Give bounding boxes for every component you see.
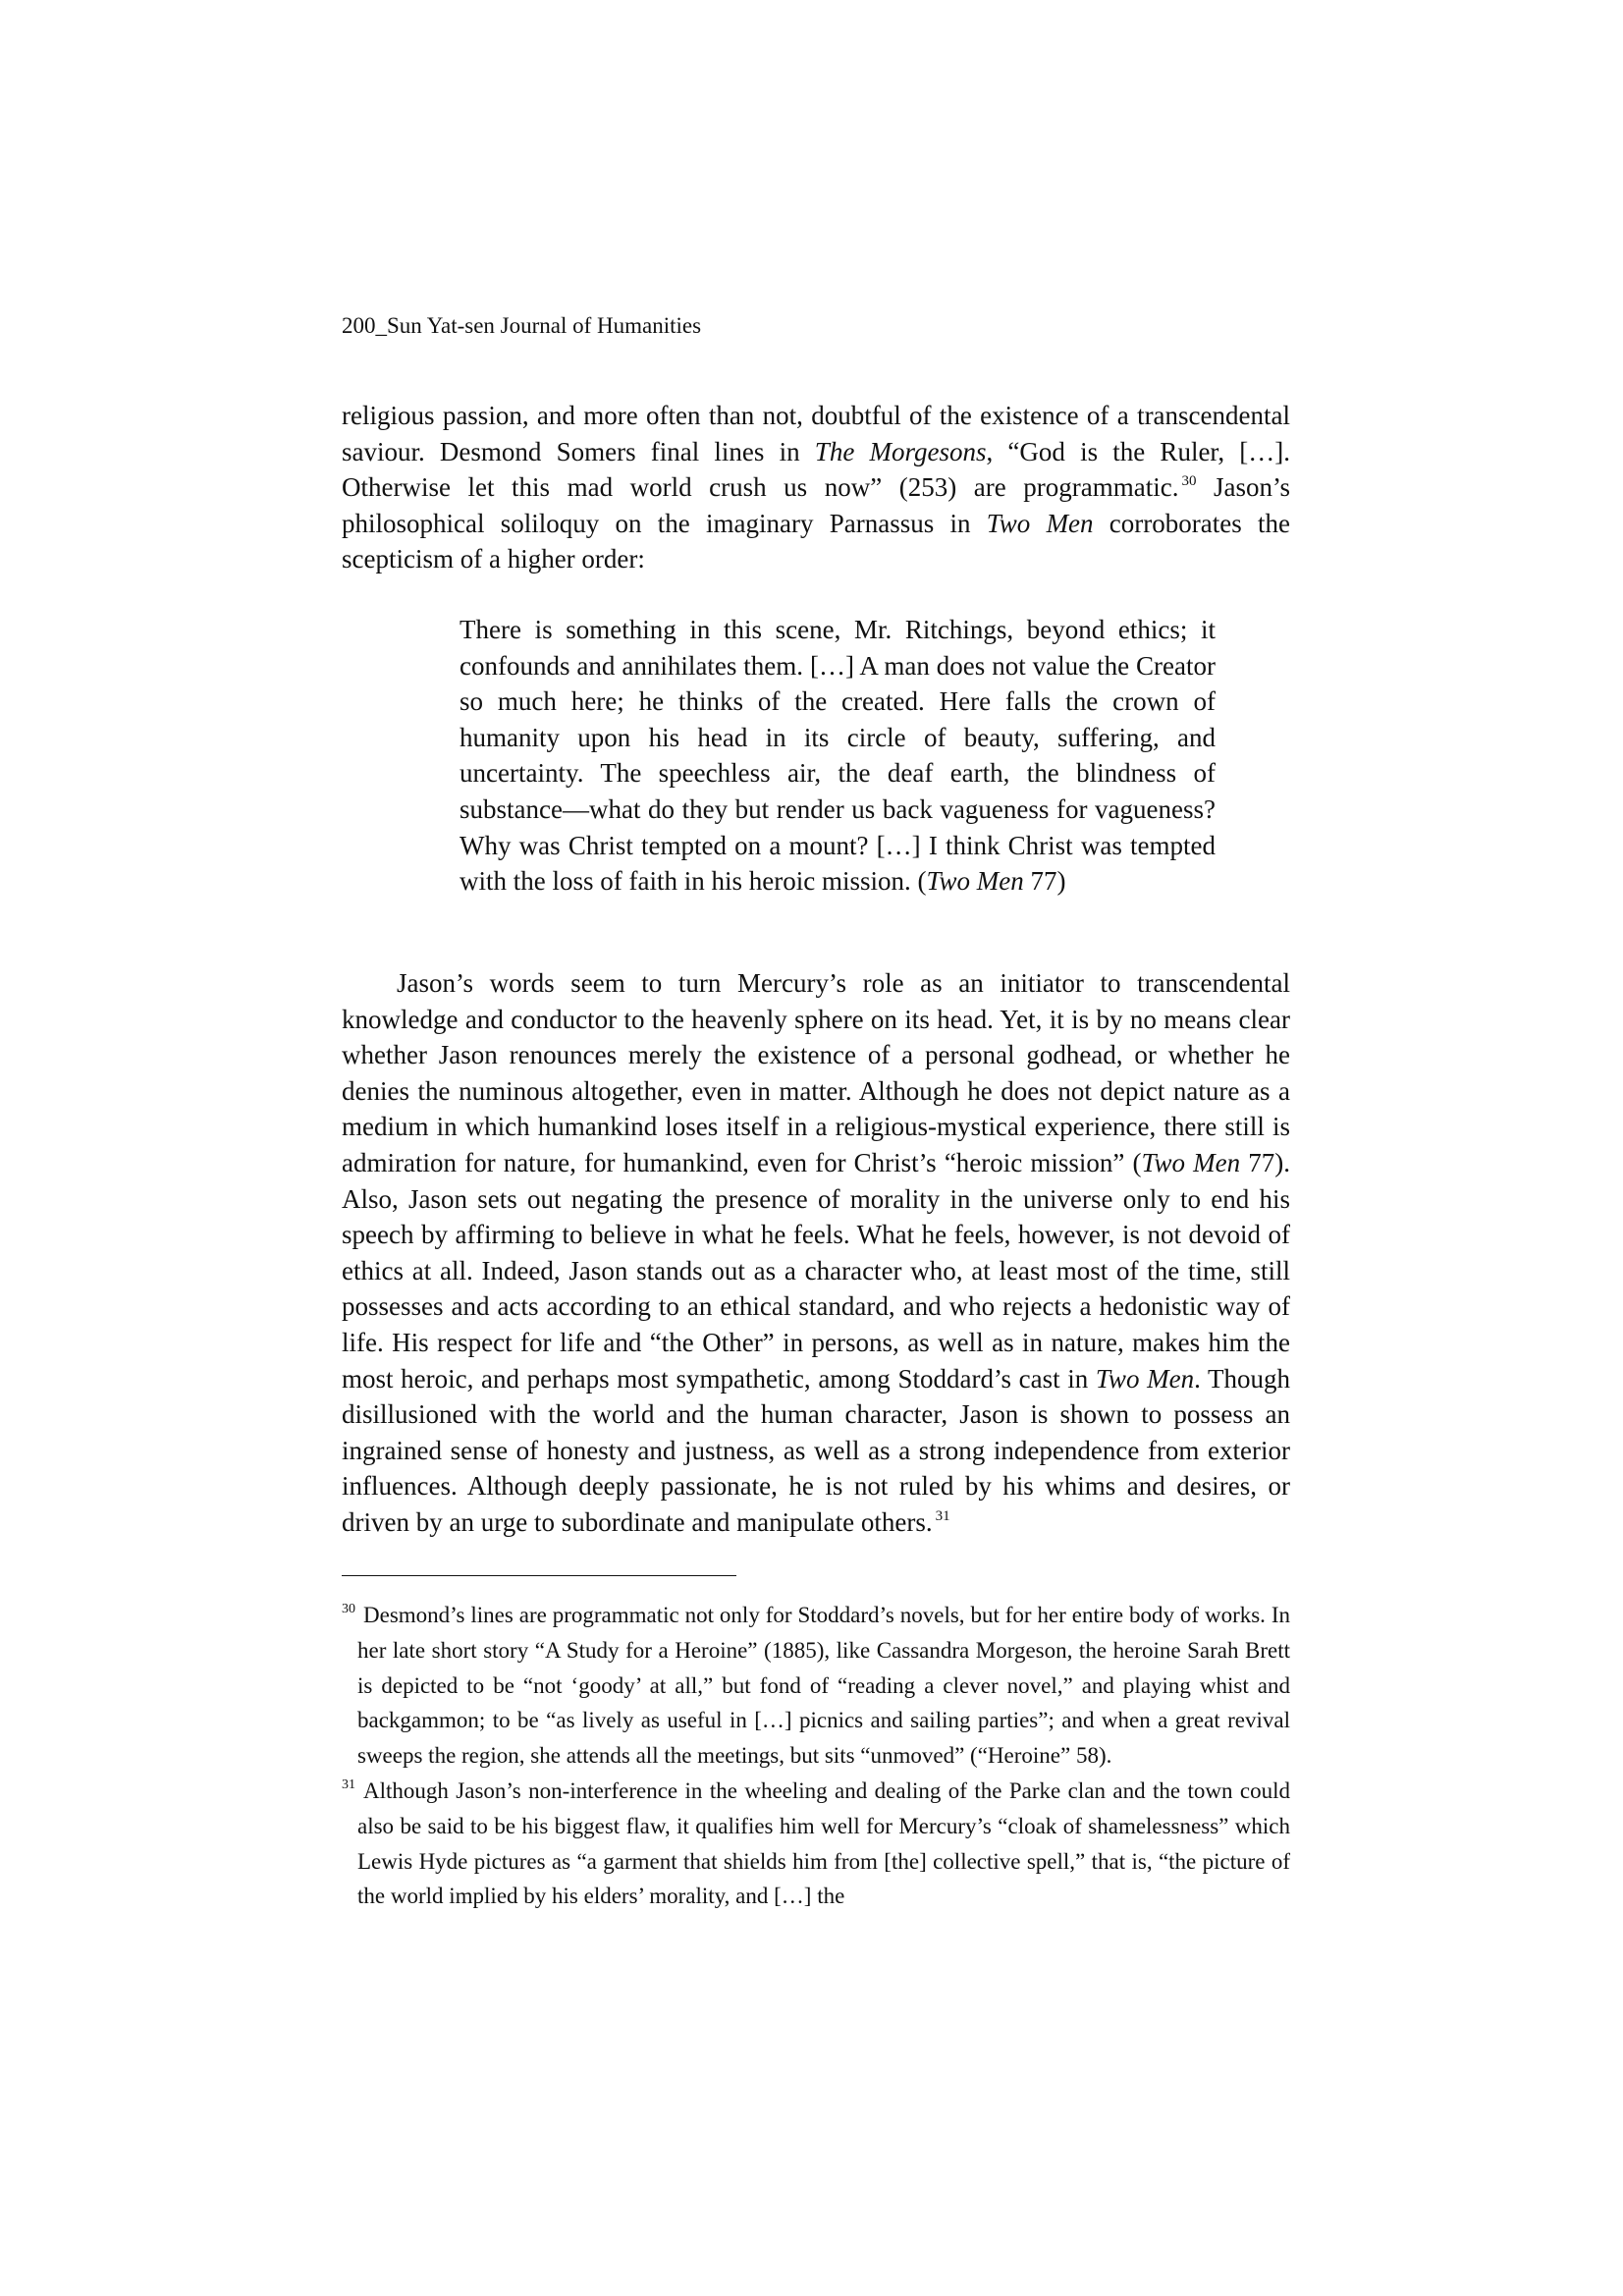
- italic-title: Two Men: [986, 508, 1094, 538]
- quote-text: There is something in this scene, Mr. Ritchings, beyond ethics; it confounds and annihilates them. […] A man does not value the Creator so much here; he thinks of the created. Here falls the crown of humanity upon his head in its circle of beauty, suffering, and uncertainty. The speechless air, the deaf earth, the blindness of substance—what do they but render us back vagueness for vagueness? Why was Christ tempted on a mount? […] I think Christ was tempted with the loss of faith in his heroic mission. (: [460, 615, 1216, 897]
- body-paragraph-1: [342, 398, 1290, 577]
- text-segment: religious passion, and more often than not, doubtful of the existence of a transcendental saviour. Desmond Somers final lines in: [342, 401, 1290, 466]
- footnote-number: 30: [342, 1602, 355, 1616]
- footnote-30: [342, 1598, 1290, 1774]
- text-segment: 77). Also, Jason sets out negating the presence of morality in the universe only to end his speech by affirming to believe in what he feels. What he feels, however, is not devoid of ethics at all. Indeed, Jason stands out as a character who, at least most of the time, still possesses and acts according to an ethical standard, and who rejects a hedonistic way of life. His respect for life and “the Other” in persons, as well as in nature, makes him the most heroic, and perhaps most sympathetic, among Stoddard’s cast in: [342, 1147, 1290, 1394]
- text-segment: . Though disillusioned with the world and the human character, Jason is shown to possess an ingrained sense of honesty and justness, as well as a strong independence from exterior influences. Although deeply passionate, he is not ruled by his whims and desires, or driven by an urge to subordinate and manipulate others.: [342, 1363, 1290, 1537]
- footnote-text: Desmond’s lines are programmatic not only for Stoddard’s novels, but for her entire body of works. In her late short story “A Study for a Heroine” (1885), like Cassandra Morgeson, the heroine Sarah Brett is depicted to be “not ‘goody’ at all,” but fond of “reading a clever novel,” and playing whist and backgammon; to be “as lively as useful in […] picnics and sailing parties”; and when a great revival sweeps the region, she attends all the meetings, but sits “unmoved” (“Heroine” 58).: [357, 1603, 1290, 1769]
- footnotes: [342, 1598, 1290, 1914]
- italic-title: The Morgesons: [814, 436, 987, 466]
- footnote-text: Although Jason’s non-interference in the wheeling and dealing of the Parke clan and the town could also be said to be his biggest flaw, it qualifies him well for Mercury’s “cloak of shamelessness” which Lewis Hyde pictures as “a garment that shields him from [the] collective spell,” that is, “the picture of the world implied by his elders’ morality, and […] the: [357, 1777, 1290, 1909]
- footnote-ref-30[interactable]: 30: [1181, 473, 1197, 490]
- body-paragraph-2: [342, 965, 1290, 1541]
- text-segment: , “God is the Ruler, […]. Otherwise let this mad world crush us now” (253) are programmatic.: [342, 436, 1290, 503]
- footnote-ref-31[interactable]: 31: [935, 1507, 950, 1524]
- italic-title: Two Men: [1095, 1363, 1195, 1394]
- footnote-number: 31: [342, 1777, 355, 1792]
- footnote-divider: [342, 1575, 736, 1576]
- text-segment: Jason’s philosophical soliloquy on the imaginary Parnassus in: [342, 472, 1291, 538]
- block-quote: [460, 612, 1216, 900]
- footnote-31: [342, 1774, 1290, 1914]
- text-segment: Jason’s words seem to turn Mercury’s role as an initiator to transcendental knowledge and conductor to the heavenly sphere on its head. Yet, it is by no means clear whether Jason renounces merely the existence of a personal godhead, or whether he denies the numinous altogether, even in matter. Although he does not depict nature as a medium in which humankind loses itself in a religious-mystical experience, there still is admiration for nature, for humankind, even for Christ’s “heroic mission” (: [342, 968, 1290, 1177]
- running-head: 200_Sun Yat-sen Journal of Humanities: [342, 313, 702, 338]
- italic-title: Two Men: [1141, 1147, 1241, 1177]
- quote-citation: 77): [1023, 866, 1066, 897]
- text-segment: corroborates the scepticism of a higher order:: [342, 508, 1290, 574]
- italic-title: Two Men: [926, 866, 1024, 897]
